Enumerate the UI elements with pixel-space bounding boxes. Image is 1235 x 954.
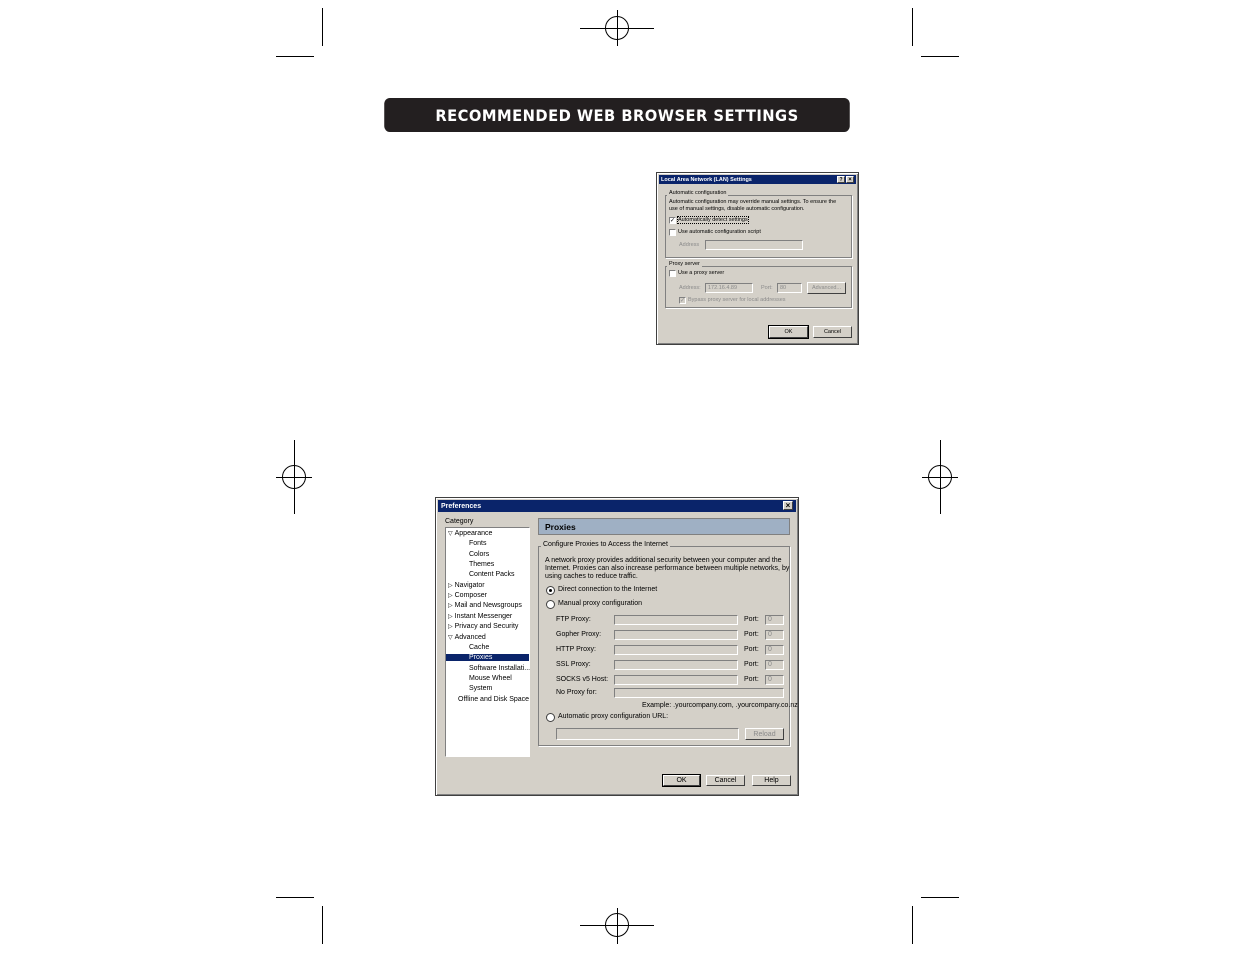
tree-item-label: Privacy and Security [454, 623, 519, 631]
tree-item[interactable] [469, 675, 512, 682]
auto-detect-label[interactable]: Automatically detect settings [678, 217, 748, 223]
bypass-checkbox[interactable]: ✓ [679, 298, 686, 304]
proxy-port-value: 0 [768, 646, 772, 653]
proxy-host-field[interactable] [614, 630, 738, 640]
tree-item[interactable] [458, 696, 529, 703]
use-proxy-label[interactable]: Use a proxy server [678, 270, 725, 276]
tree-item-label: Offline and Disk Space [458, 695, 530, 703]
registration-circle [282, 465, 306, 489]
expand-arrow-icon[interactable]: ▽ [448, 531, 453, 537]
proxy-port-value: 80 [780, 285, 787, 291]
collapse-arrow-icon[interactable]: ▷ [448, 603, 453, 610]
lan-titlebar [659, 175, 856, 184]
category-label: Category [445, 518, 474, 525]
tree-item-label: Advanced [454, 633, 486, 641]
proxy-address-label: Address: [679, 285, 701, 291]
manual-proxy-label[interactable]: Manual proxy configuration [558, 600, 643, 607]
proxy-server-label: Proxy server [669, 261, 700, 267]
auto-proxy-url-radio[interactable] [546, 713, 555, 722]
proxy-port-field[interactable] [765, 675, 784, 685]
crop-mark [276, 56, 314, 57]
prefs-help-button[interactable]: Help [752, 775, 791, 786]
lan-ok-button[interactable]: OK [769, 326, 808, 338]
tree-item-label: Fonts [469, 540, 487, 548]
registration-circle [928, 465, 952, 489]
proxy-desc-2: Internet. Proxies can also increase performance between multiple networks, by [545, 565, 790, 572]
proxy-port-field[interactable] [765, 630, 784, 640]
proxy-port-field[interactable] [765, 615, 784, 625]
advanced-button[interactable]: Advanced... [807, 282, 846, 294]
proxy-port-label: Port: [744, 631, 759, 638]
auto-proxy-url-field[interactable] [556, 728, 739, 740]
auto-proxy-url-label[interactable]: Automatic proxy configuration URL: [558, 713, 669, 720]
tree-item-label: Mouse Wheel [469, 674, 512, 682]
tree-item[interactable] [469, 551, 489, 558]
proxy-port-label: Port: [761, 285, 773, 291]
tree-item[interactable] [448, 582, 485, 589]
proxy-host-field[interactable] [614, 615, 738, 625]
proxy-address-value: 172.16.4.89 [708, 285, 738, 291]
no-proxy-example: Example: .yourcompany.com, .yourcompany.co.nz [642, 702, 798, 709]
lan-help-button[interactable]: ? [837, 176, 845, 183]
tree-item-label: Appearance [454, 530, 493, 537]
tree-item-label: Software Installati... [469, 664, 531, 672]
auto-address-field[interactable] [705, 240, 803, 250]
proxy-port-value: 0 [768, 676, 772, 683]
tree-item[interactable] [469, 571, 515, 578]
proxy-host-field[interactable] [614, 645, 738, 655]
tree-item-label: Mail and Newsgroups [454, 602, 522, 610]
tree-item[interactable] [469, 644, 489, 651]
tree-item-label: Content Packs [469, 571, 515, 579]
registration-circle [605, 913, 629, 937]
direct-connection-radio[interactable] [546, 586, 555, 595]
page-banner [384, 98, 850, 132]
proxy-host-field[interactable] [614, 660, 738, 670]
proxy-port-value: 0 [768, 616, 772, 623]
tree-item-label: Composer [454, 592, 487, 600]
auto-config-label: Automatic configuration [669, 190, 727, 196]
expand-arrow-icon[interactable]: ▽ [448, 634, 453, 641]
proxy-desc-3: using caches to reduce traffic. [545, 573, 638, 580]
tree-item[interactable] [448, 592, 487, 599]
tree-item[interactable] [469, 685, 492, 692]
reload-button[interactable]: Reload [745, 728, 784, 740]
tree-item-label: Navigator [454, 581, 485, 589]
crop-mark [921, 897, 959, 898]
proxy-host-label: SSL Proxy: [556, 661, 591, 668]
tree-item[interactable] [448, 634, 486, 641]
proxy-host-label: Gopher Proxy: [556, 631, 602, 638]
prefs-title: Preferences [441, 502, 482, 510]
proxy-port-value: 0 [768, 631, 772, 638]
proxy-config-label: Configure Proxies to Access the Internet [543, 541, 668, 548]
use-proxy-checkbox[interactable] [669, 270, 676, 277]
bypass-label[interactable]: Bypass proxy server for local addresses [688, 297, 786, 303]
panel-title: Proxies [545, 522, 576, 532]
tree-item[interactable] [469, 665, 530, 672]
tree-item-label: Cache [469, 643, 490, 651]
collapse-arrow-icon[interactable]: ▷ [448, 624, 453, 631]
collapse-arrow-icon[interactable]: ▷ [448, 582, 453, 589]
proxy-port-label: Port: [744, 616, 759, 623]
tree-item-label: Instant Messenger [454, 612, 513, 620]
auto-config-desc-1: Automatic configuration may override manual settings. To ensure the [669, 199, 837, 205]
lan-cancel-button[interactable]: Cancel [813, 326, 852, 338]
proxy-port-field[interactable] [765, 660, 784, 670]
direct-connection-label[interactable]: Direct connection to the Internet [558, 586, 658, 593]
crop-mark [912, 8, 913, 46]
proxy-port-label: Port: [744, 676, 759, 683]
tree-item[interactable] [448, 602, 522, 609]
proxy-host-label: FTP Proxy: [556, 616, 591, 623]
auto-config-desc-2: use of manual settings, disable automatic configuration. [669, 206, 805, 212]
panel-header [538, 518, 790, 535]
proxy-host-field[interactable] [614, 675, 738, 685]
proxy-host-label: SOCKS v5 Host: [556, 676, 609, 683]
auto-script-checkbox[interactable] [669, 229, 676, 236]
manual-proxy-radio[interactable] [546, 600, 555, 609]
proxy-port-label: Port: [744, 661, 759, 668]
proxy-port-field[interactable] [777, 283, 802, 293]
collapse-arrow-icon[interactable]: ▷ [448, 593, 453, 600]
no-proxy-label: No Proxy for: [556, 689, 597, 696]
proxy-port-field[interactable] [765, 645, 784, 655]
auto-script-label[interactable]: Use automatic configuration script [678, 229, 761, 235]
collapse-arrow-icon[interactable]: ▷ [448, 613, 453, 620]
banner-title: RECOMMENDED WEB BROWSER SETTINGS [435, 105, 799, 125]
tree-item-label: Colors [469, 550, 490, 558]
tree-item[interactable] [446, 654, 529, 661]
registration-circle [605, 16, 629, 40]
auto-detect-checkbox[interactable]: ✓ [669, 218, 676, 224]
lan-close-button[interactable]: × [846, 176, 854, 183]
prefs-close-button[interactable]: × [783, 501, 793, 510]
tree-item-label: Proxies [469, 654, 493, 662]
tree-item-label: System [469, 685, 493, 693]
crop-mark [322, 906, 323, 944]
auto-address-label: Address [679, 242, 700, 248]
tree-item[interactable] [448, 623, 518, 630]
crop-mark [912, 906, 913, 944]
tree-item-label: Themes [469, 561, 495, 569]
no-proxy-field[interactable] [614, 688, 784, 698]
tree-item[interactable] [469, 540, 487, 547]
proxy-port-label: Port: [744, 646, 759, 653]
lan-settings-dialog [656, 172, 859, 345]
tree-item[interactable] [448, 530, 492, 537]
category-tree[interactable] [445, 527, 530, 757]
proxy-address-field[interactable] [705, 283, 753, 293]
proxy-desc-1: A network proxy provides additional security between your computer and the [545, 557, 782, 564]
prefs-cancel-button[interactable]: Cancel [706, 775, 745, 786]
crop-mark [276, 897, 314, 898]
proxy-port-value: 0 [768, 661, 772, 668]
proxy-host-label: HTTP Proxy: [556, 646, 596, 653]
tree-item[interactable] [448, 613, 512, 620]
prefs-titlebar [438, 500, 796, 512]
crop-mark [921, 56, 959, 57]
lan-title: Local Area Network (LAN) Settings [661, 176, 752, 183]
tree-item[interactable] [469, 561, 494, 568]
prefs-ok-button[interactable]: OK [663, 775, 700, 786]
crop-mark [322, 8, 323, 46]
